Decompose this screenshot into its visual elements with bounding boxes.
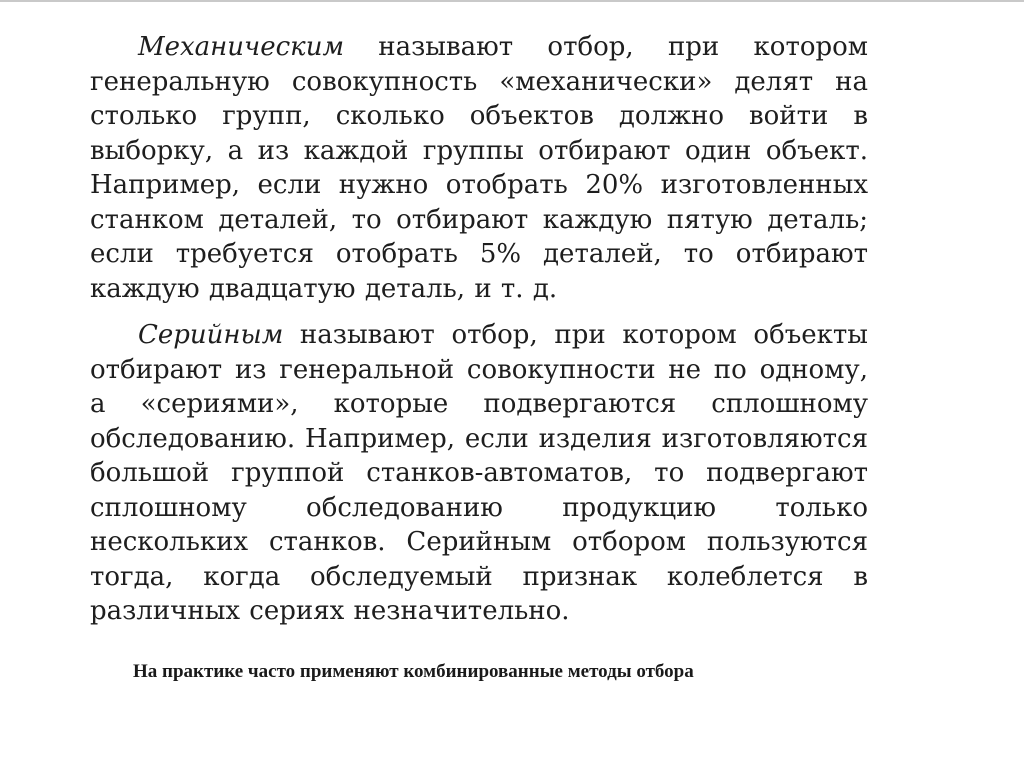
term-serial: Серийным: [138, 320, 284, 350]
combined-methods-note: На практике часто применяют комбинированные методы отбора: [133, 661, 694, 682]
paragraph-serial-sampling: [90, 318, 868, 629]
top-divider: [0, 0, 1024, 2]
definition-serial: называют отбор, при котором объекты отбирают из генеральной совокупности не по одному, а «сериями», которые подвергаются сплошному обследованию. Например, если изделия изготовляются большой группой станков-автоматов, то подвергают сплошному обследованию продукцию только нескольких станков. Серийным отбором пользуются тогда, когда обследуемый признак колеблется в различных сериях незначительно.: [90, 320, 868, 626]
paragraph-mechanical-sampling: [90, 30, 868, 306]
term-mechanical: Механическим: [138, 32, 344, 62]
definition-mechanical: называют отбор, при котором генеральную совокупность «механически» делят на столько групп, сколько объектов должно войти в выборку, а из каждой группы отбирают один объект. Например, если нужно отобрать 20% изготовленных станком деталей, то отбирают каждую пятую деталь; если требуется отобрать 5% деталей, то отбирают каждую двадцатую деталь, и т. д.: [90, 32, 868, 304]
